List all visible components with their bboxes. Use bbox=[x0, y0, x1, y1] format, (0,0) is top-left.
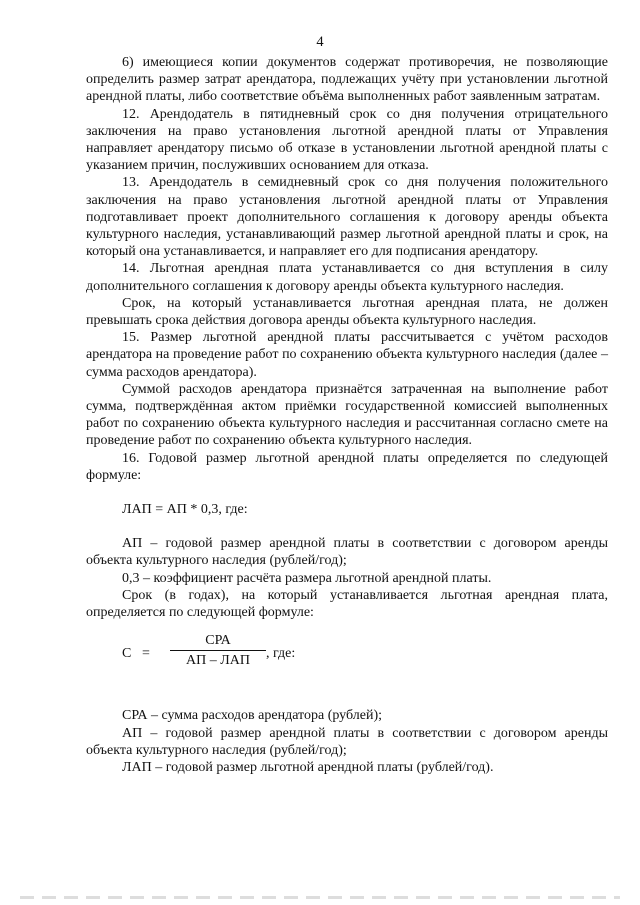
formula-tail: , где: bbox=[266, 646, 296, 662]
definition-ap: АП – годовой размер арендной платы в соответствии с договором аренды объекта культурного наследия (рублей/год); bbox=[86, 536, 608, 569]
paragraph-item-6: 6) имеющиеся копии документов содержат противоречия, не позволяющие определить размер затрат арендатора, подлежащих учёту при установлении льготной арендной платы, либо соответствие объёма выполненных работ заявленным затратам. bbox=[86, 55, 608, 105]
paragraph-16: 16. Годовой размер льготной арендной платы определяется по следующей формуле: bbox=[86, 450, 608, 483]
formula-lhs: С bbox=[122, 646, 132, 662]
definition-coefficient: 0,3 – коэффициент расчёта размера льготной арендной платы. bbox=[122, 570, 492, 586]
fraction-bar bbox=[170, 650, 266, 651]
formula-term bbox=[86, 627, 608, 683]
formula-numerator: СРА bbox=[205, 633, 231, 649]
paragraph-13: 13. Арендодатель в семидневный срок со дня получения положительного заключения на право установления льготной арендной платы от Управления подготавливает проект дополнительного соглашения к договору аренды объекта культурного наследия, устанавливающий размер льготной арендной платы и срок, на который она устанавливается, и направляет его для подписания арендатору. bbox=[86, 175, 608, 260]
paragraph-term-formula: Срок (в годах), на который устанавливается льготная арендная плата, определяется по следующей формуле: bbox=[86, 587, 608, 621]
scan-edge-artifact bbox=[20, 896, 620, 899]
page-number: 4 bbox=[316, 34, 324, 50]
formula-denominator: АП – ЛАП bbox=[186, 653, 250, 669]
paragraph-14-term: Срок, на который устанавливается льготная арендная плата, не должен превышать срока действия договора аренды объекта культурного наследия. bbox=[86, 295, 608, 329]
formula-lap: ЛАП = АП * 0,3, где: bbox=[122, 502, 248, 518]
paragraph-12: 12. Арендодатель в пятидневный срок со дня получения отрицательного заключения на право установления льготной арендной платы от Управления направляет арендатору письмо об отказе в установлении льготной арендной платы с указанием причин, послуживших основанием для отказа. bbox=[86, 106, 608, 174]
formula-fraction bbox=[170, 633, 266, 669]
definition-sra: СРА – сумма расходов арендатора (рублей); bbox=[122, 708, 383, 724]
definition-lap: ЛАП – годовой размер льготной арендной платы (рублей/год). bbox=[122, 759, 494, 775]
paragraph-14: 14. Льготная арендная плата устанавливается со дня вступления в силу дополнительного соглашения к договору аренды объекта культурного наследия. bbox=[86, 261, 608, 294]
paragraph-15: 15. Размер льготной арендной платы рассчитывается с учётом расходов арендатора на проведение работ по сохранению объекта культурного наследия (далее – сумма расходов арендатора). bbox=[86, 330, 608, 380]
document-body bbox=[86, 54, 608, 776]
definition-ap-2: АП – годовой размер арендной платы в соответствии с договором аренды объекта культурного наследия (рублей/год); bbox=[86, 725, 608, 758]
paragraph-15-expenses: Суммой расходов арендатора признаётся затраченная на выполнение работ сумма, подтверждённая актом приёмки государственной комиссией выполненных работ по сохранению объекта культурного наследия и рассчитанная согласно смете на проведение работ по сохранению объекта культурного наследия. bbox=[86, 381, 608, 449]
formula-equals: = bbox=[142, 646, 150, 662]
